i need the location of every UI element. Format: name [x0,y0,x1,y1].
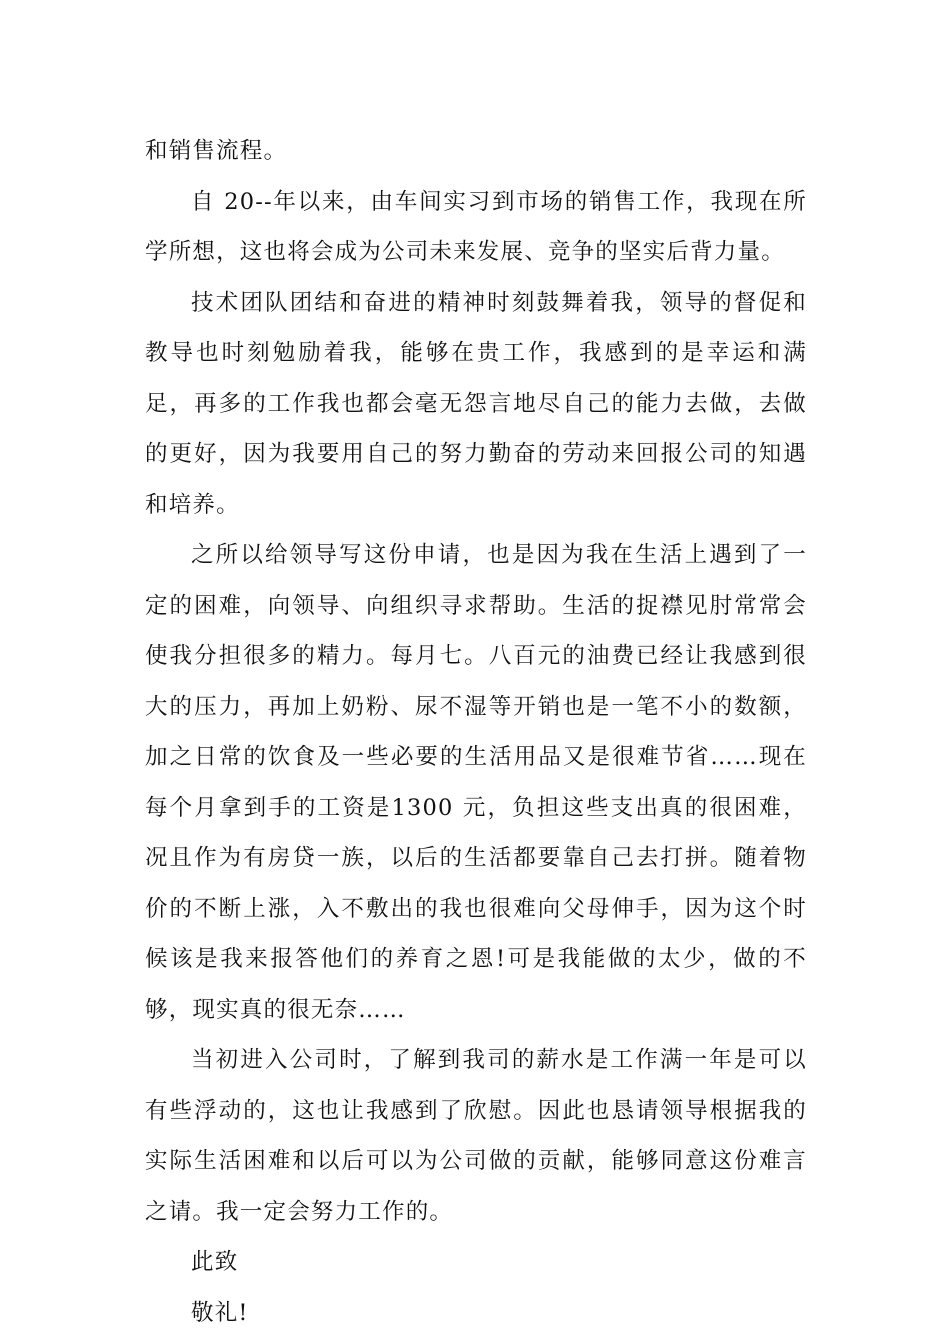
paragraph-work-history: 自 20--年以来，由车间实习到市场的销售工作，我现在所学所想，这也将会成为公司未来发展、竞争的坚实后背力量。 [145,188,807,265]
letter-body [145,126,807,1338]
paragraph-financial-difficulty: 之所以给领导写这份申请，也是因为我在生活上遇到了一定的困难，向领导、向组织寻求帮助。生活的捉襟见肘常常会使我分担很多的精力。每月七。八百元的油费已经让我感到很大的压力，再加上奶粉、尿不湿等开销也是一笔不小的数额，加之日常的饮食及一些必要的生活用品又是很难节省……现在每个月拿到手的工资是1300 元，负担这些支出真的很困难，况且作为有房贷一族，以后的生活都要靠自己去打拼。随着物价的不断上涨，入不敷出的我也很难向父母伸手，因为这个时候该是我来报答他们的养育之恩!可是我能做的太少，做的不够，现实真的很无奈…… [145,542,807,1023]
paragraph-salary-request: 当初进入公司时，了解到我司的薪水是工作满一年是可以有些浮动的，这也让我感到了欣慰。因此也恳请领导根据我的实际生活困难和以后可以为公司做的贡献，能够同意这份难言之请。我一定会努力工作的。 [145,1047,807,1225]
closing-salutation: 此致 [191,1249,239,1275]
closing-respect: 敬礼! [191,1299,249,1326]
paragraph-continuation: 和销售流程。 [145,138,288,164]
paragraph-team-spirit: 技术团队团结和奋进的精神时刻鼓舞着我，领导的督促和教导也时刻勉励着我，能够在贵工作，我感到的是幸运和满足，再多的工作我也都会毫无怨言地尽自己的能力去做，去做的更好，因为我要用自己的努力勤奋的劳动来回报公司的知遇和培养。 [145,289,807,518]
